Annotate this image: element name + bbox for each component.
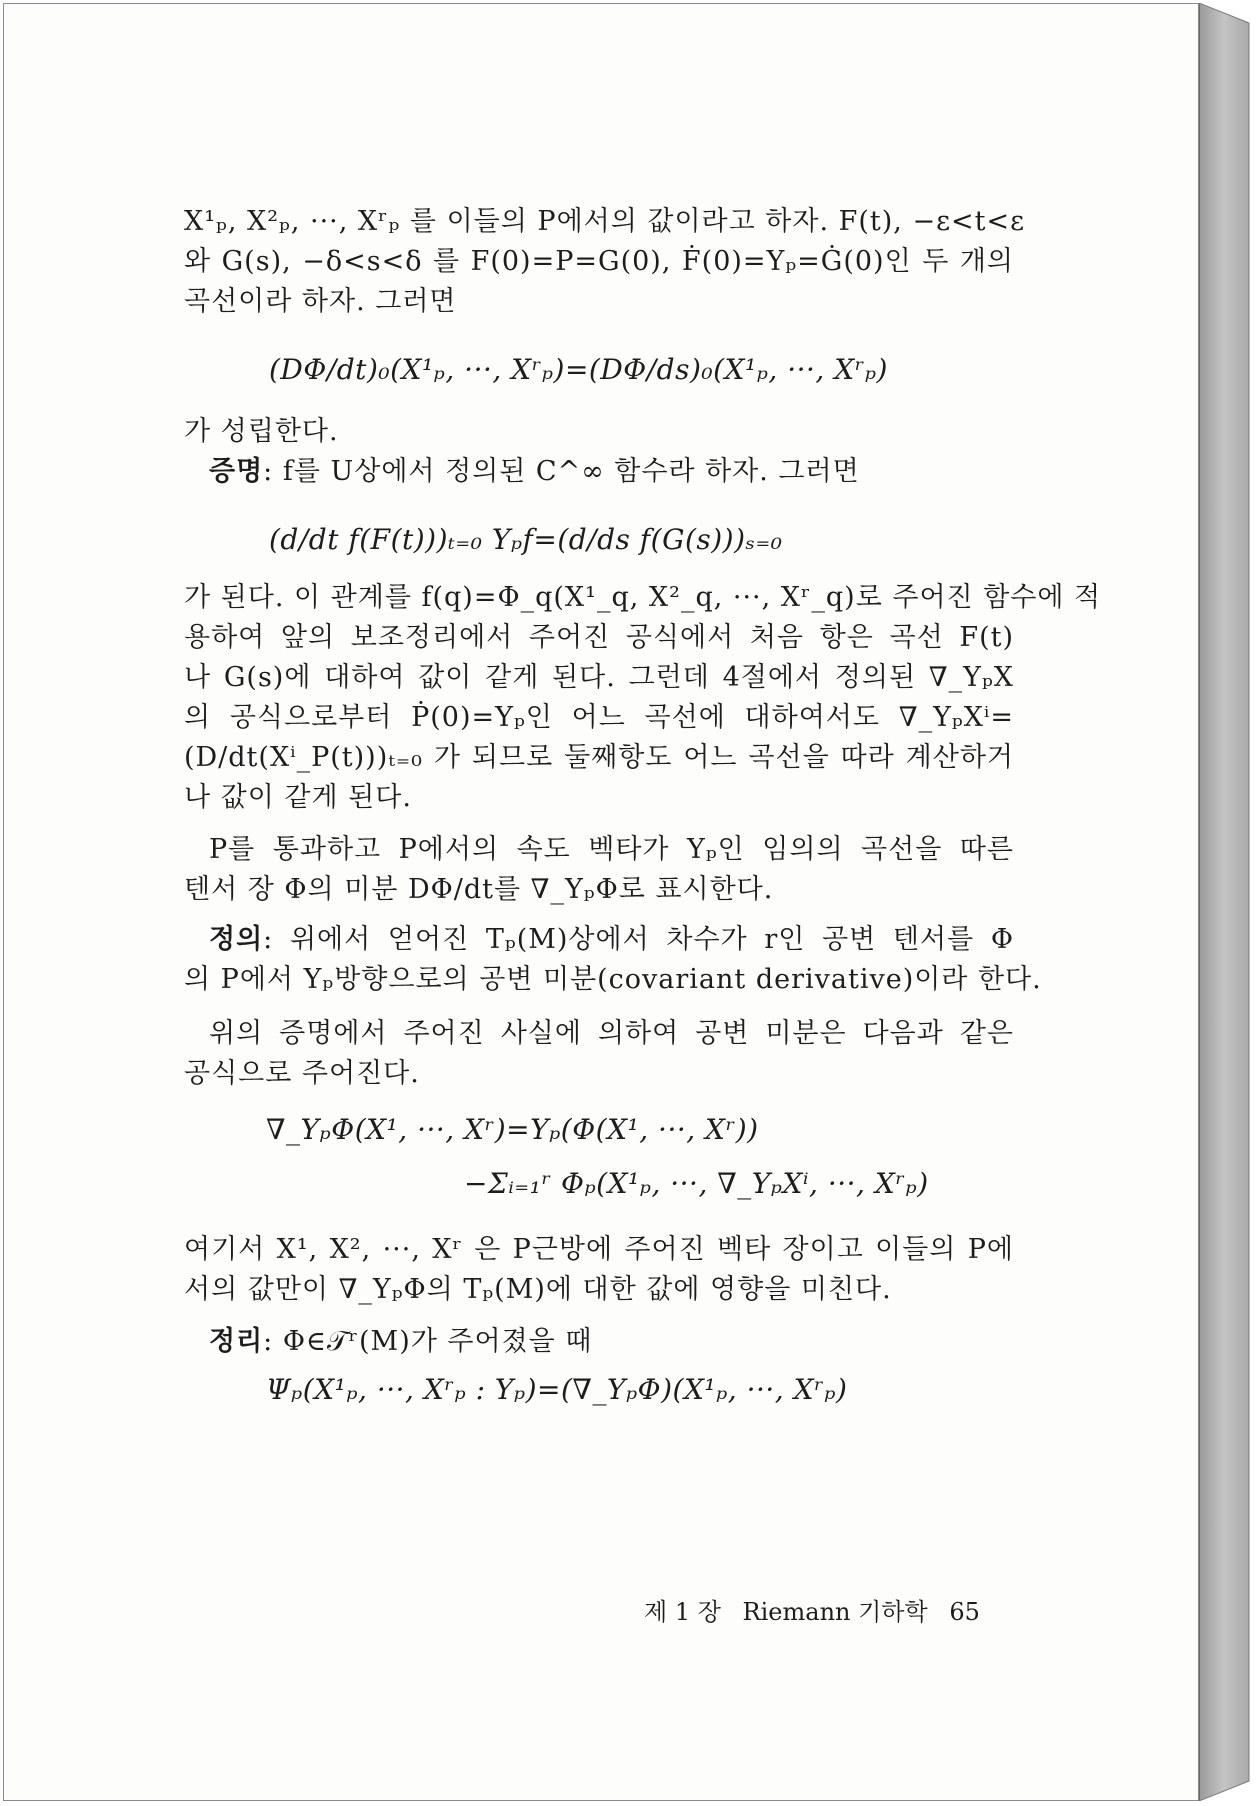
definition-text: : 위에서 얻어진 Tₚ(M)상에서 차수가 r인 공변 텐서를 Φ: [263, 924, 1014, 955]
text-line-17: 공식으로 주어진다.: [184, 1058, 420, 1089]
page-footer: [644, 1592, 984, 1632]
proof-line: [209, 452, 1039, 492]
page-edge-shadow: [1199, 3, 1255, 1801]
text-line-7: 용하여 앞의 보조정리에서 주어진 공식에서 처음 항은 곡선 F(t): [184, 622, 1014, 653]
text-line-8: 나 G(s)에 대하여 값이 같게 된다. 그런데 4절에서 정의된 ∇_YₚX: [184, 662, 1014, 693]
text-line-9: 의 공식으로부터 Ṗ(0)=Yₚ인 어느 곡선에 대하여서도 ∇_YₚXⁱ=: [184, 702, 1014, 733]
formula-psi-definition: Ψₚ(X¹ₚ, ···, Xʳₚ : Yₚ)=(∇_YₚΦ)(X¹ₚ, ···, Xʳₚ): [266, 1373, 848, 1406]
theorem-text: : Φ∈𝒯ʳ(M)가 주어졌을 때: [263, 1326, 593, 1357]
text-line-19: 서의 값만이 ∇_YₚΦ의 Tₚ(M)에 대한 값에 영향을 미친다.: [184, 1274, 892, 1305]
book-page: [3, 3, 1199, 1801]
text-line-13: 텐서 장 Φ의 미분 DΦ/dt를 ∇_YₚΦ로 표시한다.: [184, 874, 774, 905]
text-line-3: 곡선이라 하자. 그러면: [184, 286, 457, 317]
text-line-4: 가 성립한다.: [184, 416, 339, 447]
text-line-10: (D/dt(Xⁱ_P(t)))ₜ₌₀ 가 되므로 둘째항도 어느 곡선을 따라 계산하거: [184, 742, 1014, 773]
text-line-1: X¹ₚ, X²ₚ, ···, Xʳₚ 를 이들의 P에서의 값이라고 하자. F(t), −ε<t<ε: [184, 206, 1026, 237]
text-line-11: 나 값이 같게 된다.: [184, 782, 412, 813]
proof-label: 증명: [209, 456, 264, 487]
theorem-label: 정리: [209, 1326, 264, 1357]
footer-title: Riemann 기하학: [742, 1598, 928, 1626]
text-line-6: 가 된다. 이 관계를 f(q)=Φ_q(X¹_q, X²_q, ···, Xʳ_q)로 주어진 함수에 적: [184, 582, 1102, 613]
footer-chapter: 제 1 장: [644, 1598, 721, 1626]
formula-covariant-derivative-2: −Σᵢ₌₁ʳ Φₚ(X¹ₚ, ···, ∇_YₚXⁱ, ···, Xʳₚ): [464, 1167, 929, 1200]
text-line-2: 와 G(s), −δ<s<δ 를 F(0)=P=G(0), Ḟ(0)=Yₚ=Ġ(0)인 두 개의: [184, 246, 1014, 277]
formula-covariant-equality: (DΦ/dt)₀(X¹ₚ, ···, Xʳₚ)=(DΦ/ds)₀(X¹ₚ, ···, Xʳₚ): [269, 353, 888, 386]
text-line-15: 의 P에서 Yₚ방향으로의 공변 미분(covariant derivative)이라 한다.: [184, 964, 1042, 995]
page-content: [4, 4, 1199, 1801]
formula-covariant-derivative-1: ∇_YₚΦ(X¹, ···, Xʳ)=Yₚ(Φ(X¹, ···, Xʳ)): [266, 1113, 759, 1146]
text-line-16: 위의 증명에서 주어진 사실에 의하여 공변 미분은 다음과 같은: [209, 1018, 1014, 1049]
text-line-18: 여기서 X¹, X², ···, Xʳ 은 P근방에 주어진 벡타 장이고 이들의 P에: [184, 1234, 1014, 1265]
text-line-12: P를 통과하고 P에서의 속도 벡타가 Yₚ인 임의의 곡선을 따른: [209, 834, 1014, 865]
theorem-line: [209, 1322, 1039, 1362]
definition-label: 정의: [209, 924, 264, 955]
page-number: 65: [949, 1598, 980, 1626]
page-edge-graphic: [1199, 3, 1255, 1801]
formula-derivative-equality: (d/dt f(F(t)))ₜ₌₀ Yₚf=(d/ds f(G(s)))ₛ₌₀: [269, 523, 783, 556]
definition-line: [209, 920, 1014, 960]
proof-text: : f를 U상에서 정의된 C^∞ 함수라 하자. 그러면: [263, 456, 860, 487]
